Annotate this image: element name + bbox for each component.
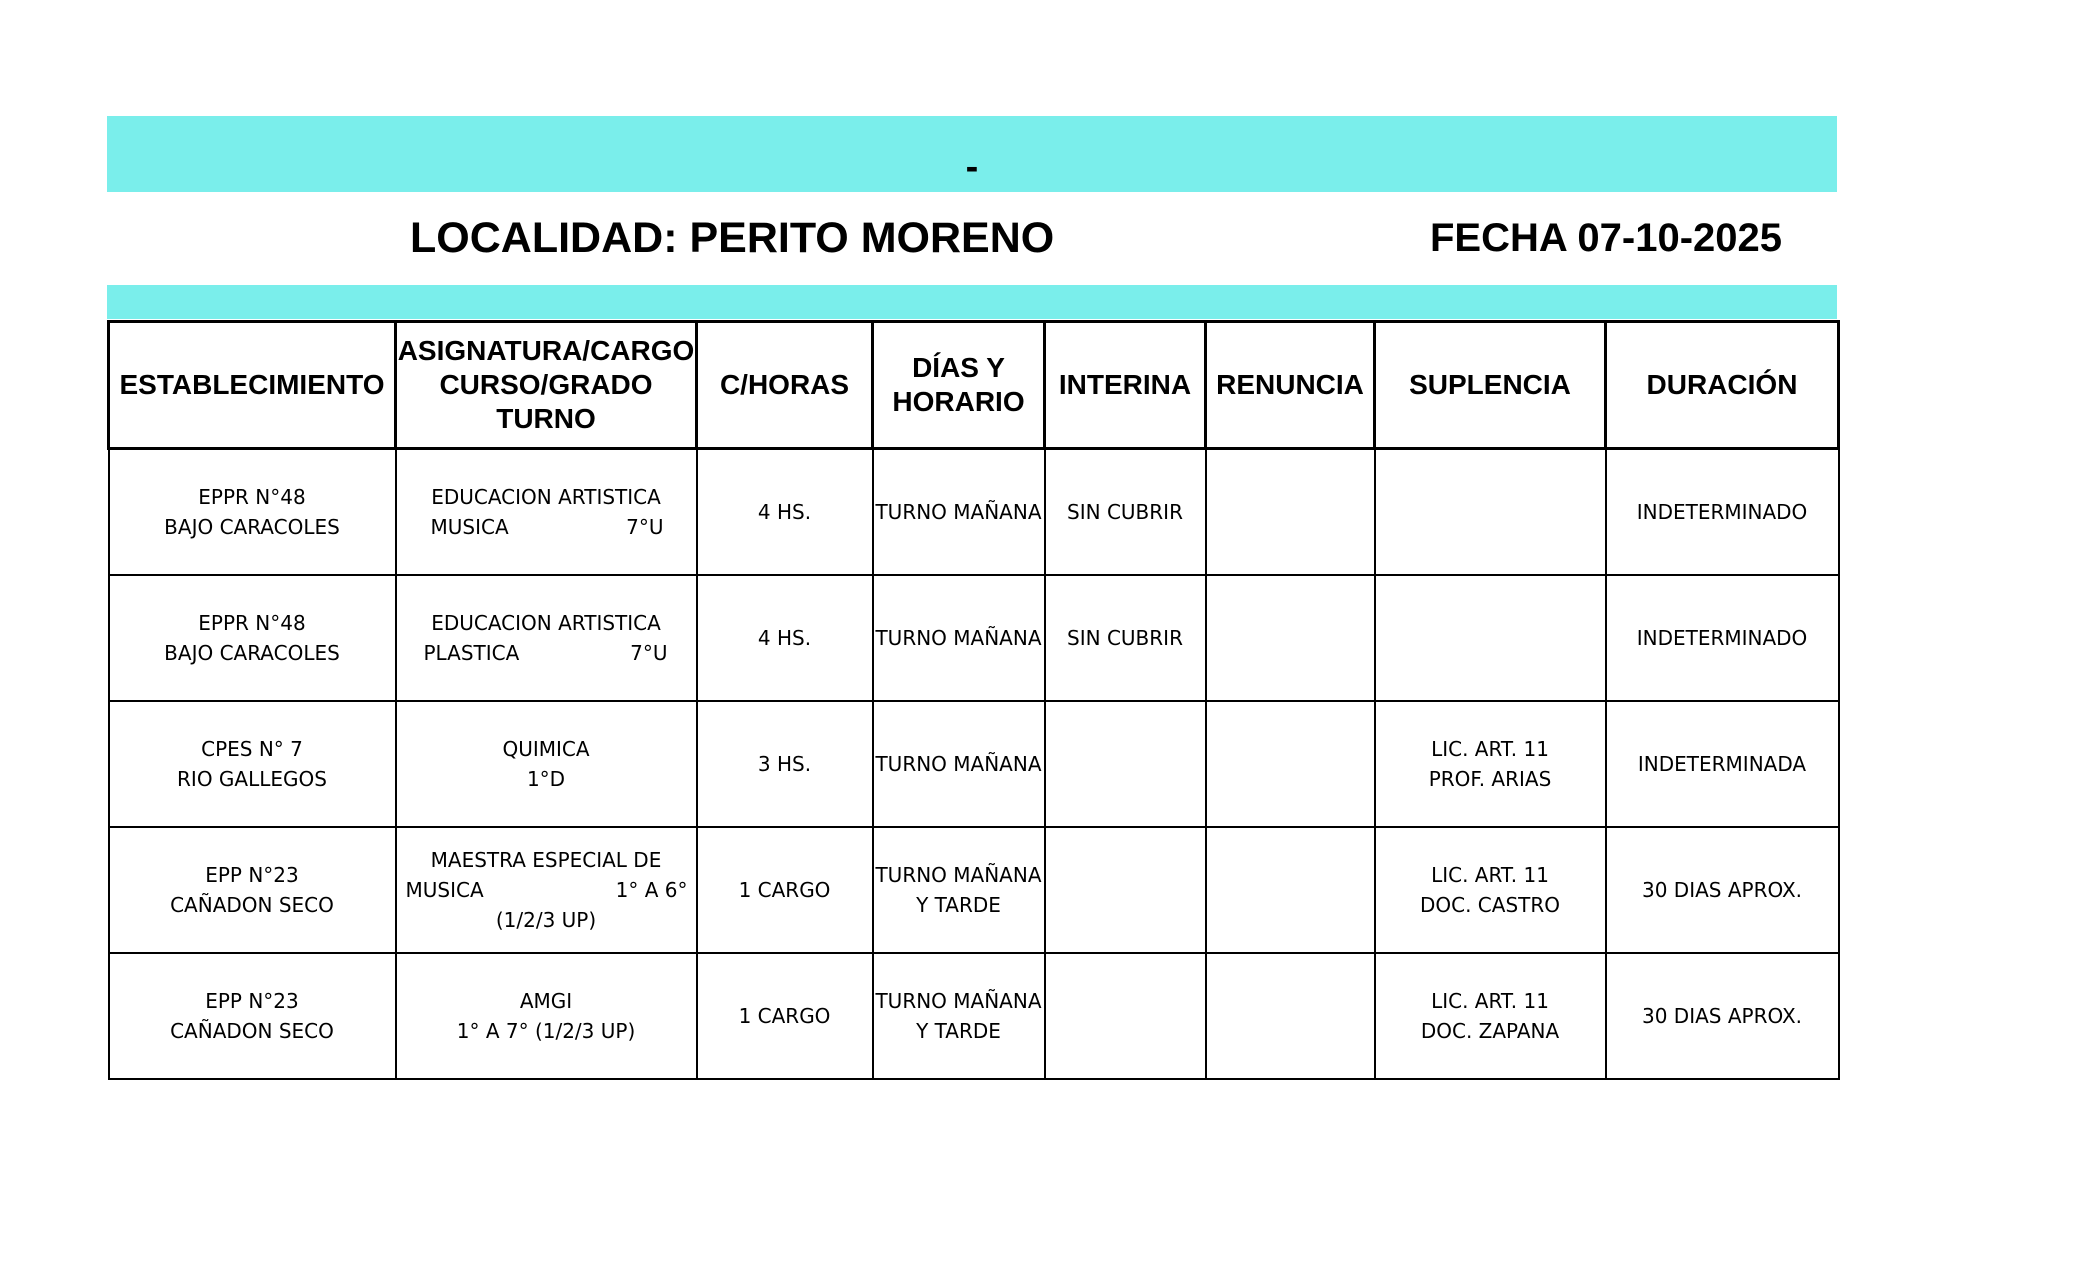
cell-asignatura: QUIMICA 1°D bbox=[396, 701, 697, 827]
cell-asignatura: AMGI 1° A 7° (1/2/3 UP) bbox=[396, 953, 697, 1079]
cell-renuncia bbox=[1206, 575, 1375, 701]
cell-suplencia: LIC. ART. 11 PROF. ARIAS bbox=[1375, 701, 1606, 827]
cell-horas: 3 HS. bbox=[697, 701, 873, 827]
cell-duracion: 30 DIAS APROX. bbox=[1606, 827, 1839, 953]
cell-duracion: INDETERMINADA bbox=[1606, 701, 1839, 827]
cell-asignatura: EDUCACION ARTISTICA MUSICA 7°U bbox=[396, 449, 697, 576]
cell-dias: TURNO MAÑANA Y TARDE bbox=[873, 953, 1045, 1079]
cell-suplencia bbox=[1375, 449, 1606, 576]
header-interina: INTERINA bbox=[1045, 322, 1206, 449]
table-row bbox=[109, 953, 1839, 1079]
middle-banner bbox=[107, 285, 1837, 319]
cell-asignatura: MAESTRA ESPECIAL DE MUSICA 1° A 6° (1/2/3 UP) bbox=[396, 827, 697, 953]
cell-establecimiento: EPP N°23 CAÑADON SECO bbox=[109, 953, 396, 1079]
title-row bbox=[107, 200, 1837, 280]
cell-dias: TURNO MAÑANA bbox=[873, 701, 1045, 827]
cell-horas: 1 CARGO bbox=[697, 827, 873, 953]
cell-dias: TURNO MAÑANA bbox=[873, 449, 1045, 576]
cell-interina: SIN CUBRIR bbox=[1045, 449, 1206, 576]
cell-renuncia bbox=[1206, 953, 1375, 1079]
cell-duracion: 30 DIAS APROX. bbox=[1606, 953, 1839, 1079]
cell-interina bbox=[1045, 701, 1206, 827]
table-row bbox=[109, 449, 1839, 576]
header-asignatura: ASIGNATURA/CARGO CURSO/GRADO TURNO bbox=[396, 322, 697, 449]
table-row bbox=[109, 575, 1839, 701]
cell-interina bbox=[1045, 953, 1206, 1079]
cell-establecimiento: EPPR N°48 BAJO CARACOLES bbox=[109, 449, 396, 576]
cell-duracion: INDETERMINADO bbox=[1606, 449, 1839, 576]
cell-duracion: INDETERMINADO bbox=[1606, 575, 1839, 701]
cell-horas: 4 HS. bbox=[697, 449, 873, 576]
fecha-title: FECHA 07-10-2025 bbox=[1430, 216, 1783, 260]
cell-interina: SIN CUBRIR bbox=[1045, 575, 1206, 701]
table-row bbox=[109, 701, 1839, 827]
localidad-title: LOCALIDAD: PERITO MORENO bbox=[410, 214, 1055, 262]
cell-establecimiento: EPPR N°48 BAJO CARACOLES bbox=[109, 575, 396, 701]
header-establecimiento: ESTABLECIMIENTO bbox=[109, 322, 396, 449]
header-renuncia: RENUNCIA bbox=[1206, 322, 1375, 449]
top-banner-text: - bbox=[965, 146, 979, 188]
top-banner bbox=[107, 116, 1837, 192]
cell-horas: 4 HS. bbox=[697, 575, 873, 701]
cell-horas: 1 CARGO bbox=[697, 953, 873, 1079]
cell-interina bbox=[1045, 827, 1206, 953]
table-header-row bbox=[109, 322, 1839, 449]
cell-renuncia bbox=[1206, 701, 1375, 827]
cell-suplencia: LIC. ART. 11 DOC. CASTRO bbox=[1375, 827, 1606, 953]
cell-dias: TURNO MAÑANA bbox=[873, 575, 1045, 701]
cell-establecimiento: EPP N°23 CAÑADON SECO bbox=[109, 827, 396, 953]
cell-renuncia bbox=[1206, 827, 1375, 953]
vacancies-table bbox=[107, 320, 1840, 1080]
header-horas: C/HORAS bbox=[697, 322, 873, 449]
cell-suplencia: LIC. ART. 11 DOC. ZAPANA bbox=[1375, 953, 1606, 1079]
cell-asignatura: EDUCACION ARTISTICA PLASTICA 7°U bbox=[396, 575, 697, 701]
header-suplencia: SUPLENCIA bbox=[1375, 322, 1606, 449]
cell-dias: TURNO MAÑANA Y TARDE bbox=[873, 827, 1045, 953]
cell-establecimiento: CPES N° 7 RIO GALLEGOS bbox=[109, 701, 396, 827]
table-row bbox=[109, 827, 1839, 953]
cell-renuncia bbox=[1206, 449, 1375, 576]
header-duracion: DURACIÓN bbox=[1606, 322, 1839, 449]
header-dias: DÍAS Y HORARIO bbox=[873, 322, 1045, 449]
cell-suplencia bbox=[1375, 575, 1606, 701]
